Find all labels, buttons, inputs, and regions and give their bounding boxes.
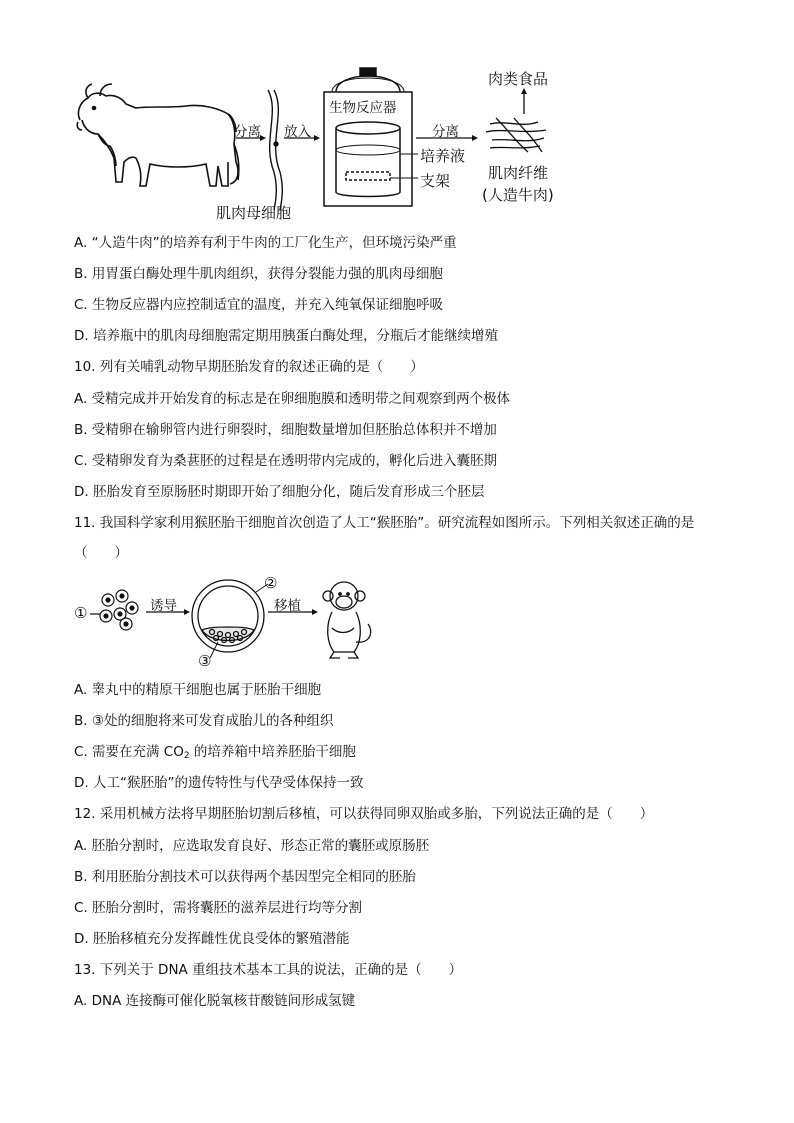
bioreactor-icon [324, 68, 418, 206]
q9-option-a: A. “人造牛肉”的培养有利于牛肉的工厂化生产，但环境污染严重 [74, 235, 457, 251]
label-medium: 培养液 [420, 147, 466, 165]
blastocyst-icon [192, 580, 268, 658]
q12-option-c: C. 胚胎分割时，需将囊胚的滋养层进行均等分割 [74, 900, 363, 916]
q11-option-c-after: 的培养箱中培养胚胎干细胞 [189, 744, 356, 760]
label-meat-food: 肉类食品 [488, 70, 549, 88]
q11-option-c [74, 743, 356, 765]
q12-option-a: A. 胚胎分割时，应选取发育良好、形态正常的囊胚或原肠胚 [74, 838, 430, 854]
figure-monkey-embryo-drawing [70, 572, 390, 672]
q10-option-c: C. 受精卵发育为桑葚胚的过程是在透明带内完成的，孵化后进入囊胚期 [74, 453, 498, 469]
monkey-icon [323, 582, 371, 658]
figure-monkey-embryo [70, 572, 390, 672]
figure-artificial-beef [70, 62, 590, 222]
fig-label-transplant: 移植 [274, 598, 301, 614]
q10-stem: 10. 列有关哺乳动物早期胚胎发育的叙述正确的是（ ） [74, 359, 424, 375]
q9-option-d: D. 培养瓶中的肌肉母细胞需定期用胰蛋白酶处理，分瓶后才能继续增殖 [74, 328, 498, 344]
label-put-in: 放入 [284, 124, 311, 140]
q11-option-d: D. 人工“猴胚胎”的遗传特性与代孕受体保持一致 [74, 775, 364, 791]
label-support: 支架 [420, 172, 451, 190]
label-artificial-beef: (人造牛肉) [482, 186, 554, 204]
label-bioreactor: 生物反应器 [329, 100, 397, 116]
q11-option-b: B. ③处的细胞将来可发育成胎儿的各种组织 [74, 713, 334, 729]
q9-option-c: C. 生物反应器内应控制适宜的温度，并充入纯氧保证细胞呼吸 [74, 297, 444, 313]
fig-label-1: ① [74, 604, 88, 622]
label-myoblast: 肌肉母细胞 [216, 204, 292, 222]
label-muscle-fiber: 肌肉纤维 [488, 164, 549, 182]
q9-option-b: B. 用胃蛋白酶处理牛肌肉组织，获得分裂能力强的肌肉母细胞 [74, 266, 443, 282]
q12-stem: 12. 采用机械方法将早期胚胎切割后移植，可以获得同卵双胎或多胎，下列说法正确的是（ ） [74, 806, 654, 822]
q12-option-b: B. 利用胚胎分割技术可以获得两个基因型完全相同的胚胎 [74, 869, 416, 885]
fig-label-2: ② [264, 574, 278, 592]
q10-option-d: D. 胚胎发育至原肠胚时期即开始了细胞分化，随后发育形成三个胚层 [74, 484, 485, 500]
q11-option-a: A. 睾丸中的精原干细胞也属于胚胎干细胞 [74, 682, 322, 698]
q10-option-b: B. 受精卵在输卵管内进行卵裂时，细胞数量增加但胚胎总体积并不增加 [74, 422, 497, 438]
cow-icon [77, 84, 239, 186]
q11-stem-line1: 11. 我国科学家利用猴胚胎干细胞首次创造了人工“猴胚胎”。研究流程如图所示。下列相关叙述正确的是 [74, 515, 695, 531]
q10-option-a: A. 受精完成并开始发育的标志是在卵细胞膜和透明带之间观察到两个极体 [74, 391, 511, 407]
q12-option-d: D. 胚胎移植充分发挥雌性优良受体的繁殖潜能 [74, 931, 350, 947]
muscle-fiber-icon [486, 118, 546, 152]
stem-cells-icon [90, 590, 138, 630]
label-separate-2: 分离 [432, 124, 459, 140]
q11-option-c-sub: 2 [183, 751, 190, 761]
q13-stem: 13. 下列关于 DNA 重组技术基本工具的说法，正确的是（ ） [74, 962, 463, 978]
q11-stem-line2: （ ） [74, 545, 128, 561]
fig-label-induce: 诱导 [150, 598, 177, 614]
q13-option-a: A. DNA 连接酶可催化脱氧核苷酸链间形成氢键 [74, 993, 356, 1009]
fig-label-3: ③ [198, 652, 212, 670]
label-separate-1: 分离 [234, 124, 261, 140]
q11-option-c-before: C. 需要在充满 CO [74, 744, 184, 760]
muscle-strip-icon [268, 90, 282, 210]
